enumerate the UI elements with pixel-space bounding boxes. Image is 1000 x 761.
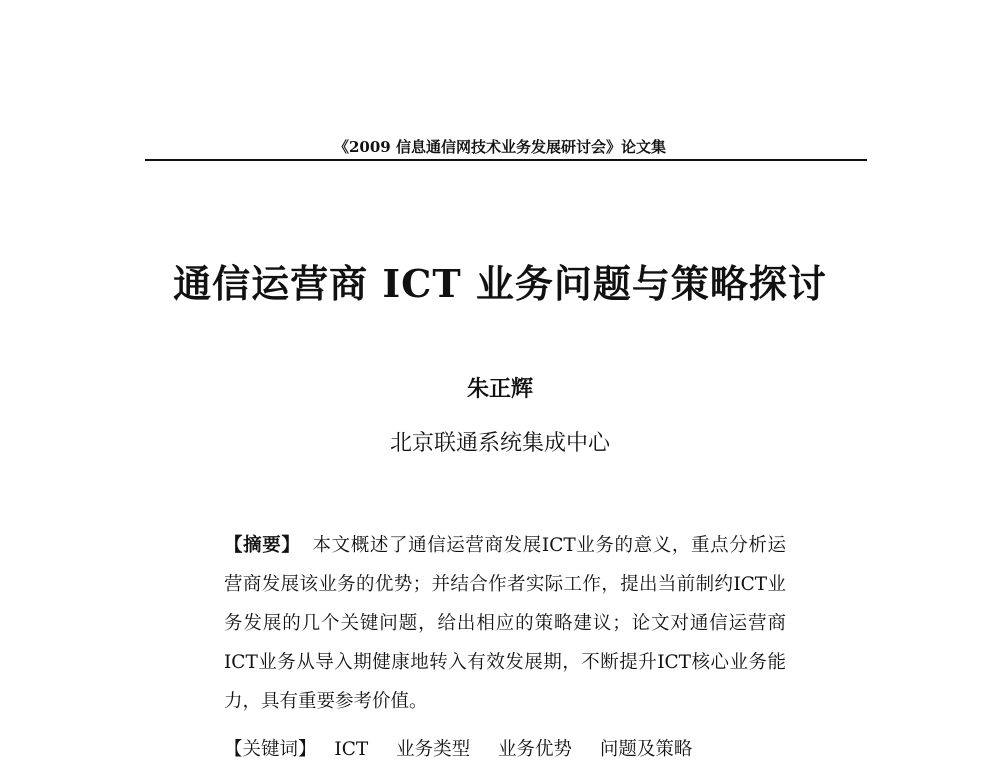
abstract-text: 本文概述了通信运营商发展ICT业务的意义，重点分析运营商发展该业务的优势；并结合作者实际工作，提出当前制约ICT业务发展的几个关键问题，给出相应的策略建议；论文对通信运营商ICT业务从导入期健康地转入有效发展期，不断提升ICT核心业务能力，具有重要参考价值。 (224, 535, 786, 712)
header-rule (145, 159, 867, 161)
abstract-label: 【摘要】 (224, 535, 301, 556)
journal-header: 《2009 信息通信网技术业务发展研讨会》论文集 (334, 138, 666, 156)
keywords-label: 【关键词】 (224, 739, 317, 760)
keyword: 问题及策略 (599, 739, 693, 760)
author-affiliation: 北京联通系统集成中心 (389, 431, 610, 456)
paper-title: 通信运营商 ICT 业务问题与策略探讨 (173, 261, 827, 306)
keyword: ICT (334, 739, 369, 760)
author-name: 朱正辉 (466, 376, 533, 402)
keywords (224, 735, 714, 761)
abstract (224, 526, 786, 721)
keyword: 业务优势 (498, 739, 573, 760)
keyword: 业务类型 (396, 739, 471, 760)
